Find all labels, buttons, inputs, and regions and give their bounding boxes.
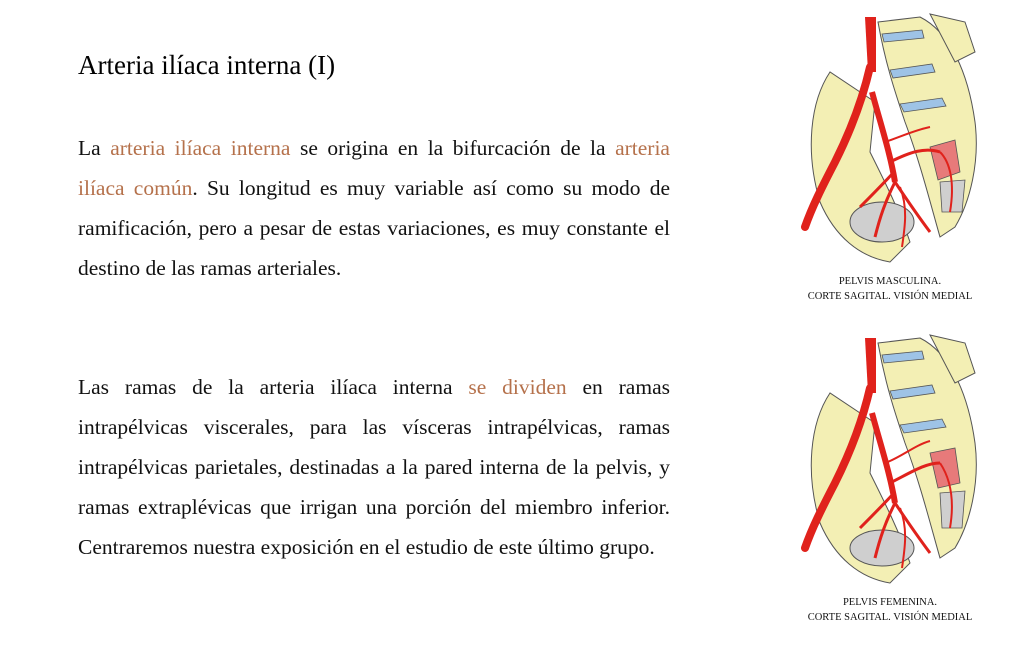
figure-caption	[790, 595, 990, 625]
pelvis-femenina-illustration	[790, 333, 990, 595]
paragraph-origin	[78, 128, 670, 288]
caption-line: PELVIS FEMENINA.	[842, 597, 938, 608]
caption-line: CORTE SAGITAL. VISIÓN MEDIAL	[807, 612, 973, 623]
link-arteria-iliaca-comun[interactable]: arteria ilíaca común	[78, 136, 670, 200]
text-segment: en ramas intrapélvicas viscerales, para las vísceras intrapélvicas, ramas intrapélvicas parietales, destinadas a la pared interna de la pelvis, y ramas extraplévicas que irrigan una porción del miembro inferior. Centraremos nuestra exposición en el estudio de este último grupo.	[78, 375, 670, 559]
caption-line: PELVIS MASCULINA.	[838, 276, 942, 287]
link-arteria-iliaca-interna[interactable]: arteria ilíaca interna	[110, 136, 291, 160]
caption-line: CORTE SAGITAL. VISIÓN MEDIAL	[807, 291, 973, 302]
figure-pelvis-masculina	[790, 12, 990, 304]
text-segment: Las ramas de la arteria ilíaca interna	[78, 375, 469, 399]
page-title: Arteria ilíaca interna (I)	[78, 50, 336, 80]
text-segment: . Su longitud es muy variable así como su modo de ramificación, pero a pesar de estas variaciones, es muy constante el destino de las ramas arteriales.	[78, 176, 670, 280]
paragraph-branches	[78, 367, 670, 567]
link-se-dividen[interactable]: se dividen	[468, 375, 567, 399]
text-segment: se origina en la bifurcación de la	[290, 136, 616, 160]
text-segment: La	[78, 136, 111, 160]
figure-pelvis-femenina	[790, 333, 990, 625]
pelvis-masculina-illustration	[790, 12, 990, 274]
figure-caption	[790, 274, 990, 304]
